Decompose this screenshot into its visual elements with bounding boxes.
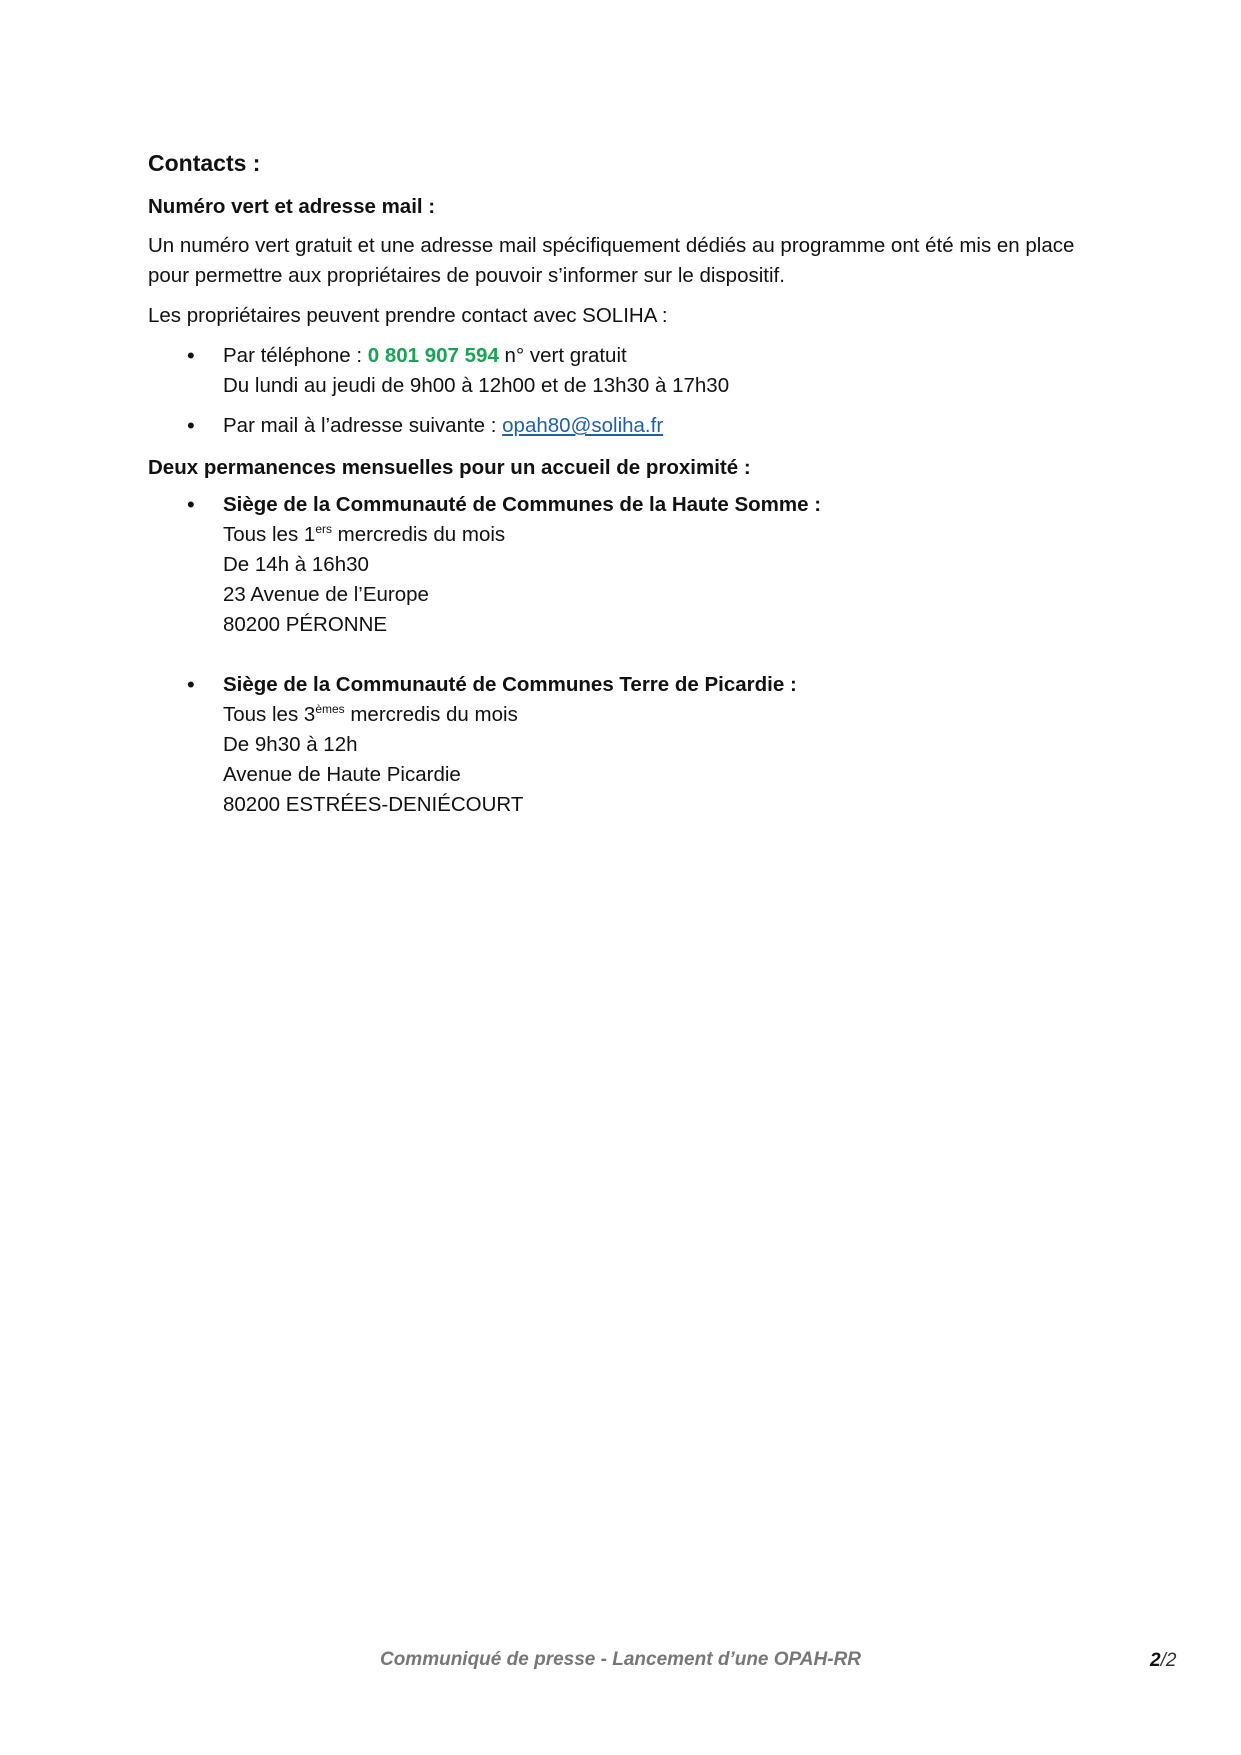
page-total: 2 [1165,1650,1177,1671]
list-item-phone [148,341,1108,401]
page-separator: / [1160,1650,1166,1671]
permanence-day [223,700,1108,730]
permanences-list [148,490,1108,820]
contact-methods-list [148,341,1108,441]
intro-line-1: Un numéro vert gratuit et une adresse mail spécifiquement dédiés au programme ont été mis en place [148,234,1075,257]
mail-label: Par mail à l’adresse suivante : [223,414,503,437]
contact-line: Les propriétaires peuvent prendre contact avec SOLIHA : [148,304,668,327]
phone-hours: Du lundi au jeudi de 9h00 à 12h00 et de 13h30 à 17h30 [223,374,730,397]
intro-line-2: pour permettre aux propriétaires de pouvoir s’informer sur le dispositif. [148,264,785,287]
bullet-icon: • [187,343,195,368]
list-item-permanence-haute-somme [148,490,1108,640]
green-line-heading: Numéro vert et adresse mail : [148,195,436,218]
page-content [148,146,1108,820]
list-item-mail [148,411,1108,441]
permanence-day-ordinal: ers [315,522,332,536]
contacts-title: Contacts : [148,150,261,176]
permanence-title: Siège de la Communauté de Communes de la Haute Somme : [223,493,822,516]
bullet-icon: • [187,492,195,517]
intro-paragraph [148,231,1108,291]
page-number [1150,1650,1176,1672]
phone-line [223,341,1108,371]
list-item-permanence-terre-de-picardie [148,670,1108,820]
permanence-day-prefix: Tous les 1 [223,523,316,546]
bullet-icon: • [187,413,195,438]
phone-number[interactable]: 0 801 907 594 [367,344,499,367]
permanences-heading: Deux permanences mensuelles pour un accueil de proximité : [148,456,751,479]
bullet-icon: • [187,672,195,697]
permanence-day-suffix: mercredis du mois [331,523,506,546]
phone-label: Par téléphone : [223,344,368,367]
permanence-day [223,520,1108,550]
permanence-title: Siège de la Communauté de Communes Terre de Picardie : [223,673,797,696]
permanence-day-suffix: mercredis du mois [344,703,518,726]
permanence-city: 80200 ESTRÉES-DENIÉCOURT [223,793,524,816]
permanence-street: 23 Avenue de l’Europe [223,583,429,606]
permanence-day-prefix: Tous les 3 [223,703,316,726]
page-current: 2 [1150,1650,1161,1671]
permanence-day-ordinal: èmes [315,702,345,716]
mail-line [223,411,1108,441]
footer-title: Communiqué de presse - Lancement d’une OPAH-RR [379,1649,862,1670]
permanence-hours: De 14h à 16h30 [223,553,369,576]
permanence-street: Avenue de Haute Picardie [223,763,461,786]
permanence-city: 80200 PÉRONNE [223,613,388,636]
phone-suffix: n° vert gratuit [498,344,627,367]
permanence-hours: De 9h30 à 12h [223,733,358,756]
email-link[interactable]: opah80@soliha.fr [502,414,664,437]
